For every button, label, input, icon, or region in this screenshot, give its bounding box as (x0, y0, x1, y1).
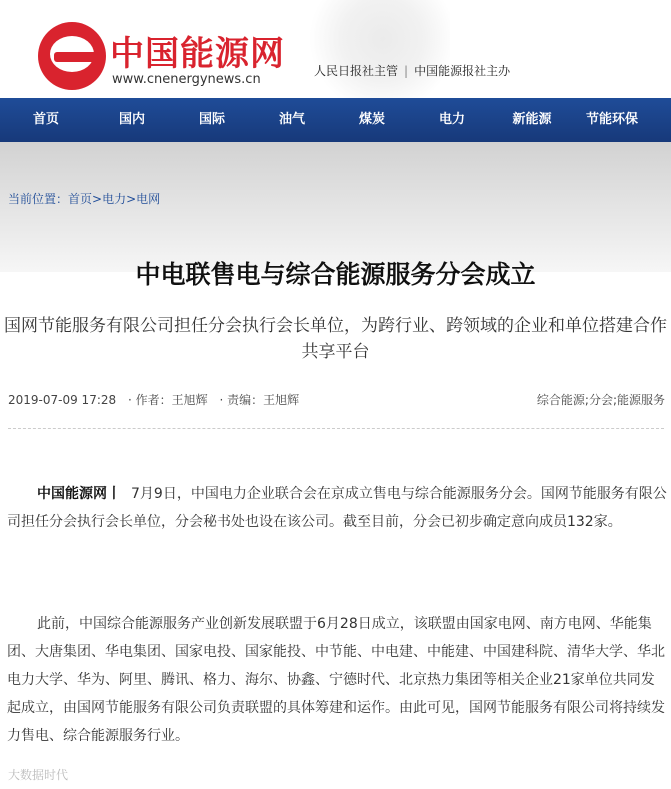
article-paragraph-2: 此前，中国综合能源服务产业创新发展联盟于6月28日成立，该联盟由国家电网、南方电网、华能集团、大唐集团、华电集团、国家电投、国家能投、中节能、中电建、中能建、中国建科院、清华大学、华北电力大学、华为、阿里、腾讯、格力、海尔、协鑫、宁德时代、北京热力集团等相关企业21家单位共同发起成立，由国网节能服务有限公司负责联盟的具体筹建和运作。由此可见，国网节能服务有限公司将持续发力售电、综合能源服务行业。 (7, 616, 665, 744)
watermark: 大数据时代 (8, 768, 69, 782)
nav-item-domestic[interactable]: 国内 (118, 112, 145, 127)
meta-divider (8, 428, 664, 429)
article-author: 王旭辉 (171, 393, 208, 407)
nav-item-international[interactable]: 国际 (198, 112, 225, 127)
article-subtitle: 国网节能服务有限公司担任分会执行会长单位，为跨行业、跨领域的企业和单位搭建合作共享平台 (4, 316, 667, 362)
article-editor: 王旭辉 (263, 393, 300, 407)
logo-url: www.cnenergynews.cn (112, 72, 261, 87)
nav-item-new-energy[interactable]: 新能源 (512, 112, 552, 127)
breadcrumb-power[interactable]: 电力 (102, 192, 127, 206)
article-date: 2019-07-09 17:28 (8, 393, 117, 407)
article-source: 中国能源网丨 (37, 486, 121, 502)
logo-emblem-icon (38, 22, 106, 90)
breadcrumb-home[interactable]: 首页 (68, 192, 93, 206)
nav-item-coal[interactable]: 煤炭 (358, 112, 385, 127)
site-logo[interactable] (38, 20, 285, 92)
nav-item-power[interactable]: 电力 (438, 112, 465, 127)
breadcrumb-grid[interactable]: 电网 (136, 192, 161, 206)
nav-item-home[interactable]: 首页 (32, 112, 59, 127)
article-tags[interactable]: 综合能源;分会;能源服务 (536, 393, 665, 407)
breadcrumb-prefix: 当前位置： (8, 192, 69, 206)
gray-band (0, 142, 671, 272)
sponsor-2: 中国能源报社主办 (414, 64, 511, 78)
article-title: 中电联售电与综合能源服务分会成立 (135, 260, 536, 289)
logo-text: 中国能源网 (110, 34, 285, 74)
sponsor-line: 人民日报社主管 | 中国能源报社主办 (314, 64, 511, 78)
site-header (0, 0, 671, 98)
article-meta: 2019-07-09 17:28 · 作者：王旭辉 · 责编：王旭辉 (8, 393, 300, 407)
article-paragraph-1: 中国能源网丨 7月9日，中国电力企业联合会在京成立售电与综合能源服务分会。国网节能服务有限公司担任分会执行会长单位，分会秘书处也设在该公司。截至目前，分会已初步确定意向成员132家。 (7, 486, 667, 530)
nav-item-oil-gas[interactable]: 油气 (278, 112, 305, 127)
globe-decoration (300, 0, 450, 98)
breadcrumb: 当前位置：首页>电力>电网 (8, 192, 161, 206)
main-nav (0, 98, 671, 142)
nav-item-energy-saving[interactable]: 节能环保 (585, 112, 638, 127)
sponsor-1: 人民日报社主管 (314, 64, 399, 78)
